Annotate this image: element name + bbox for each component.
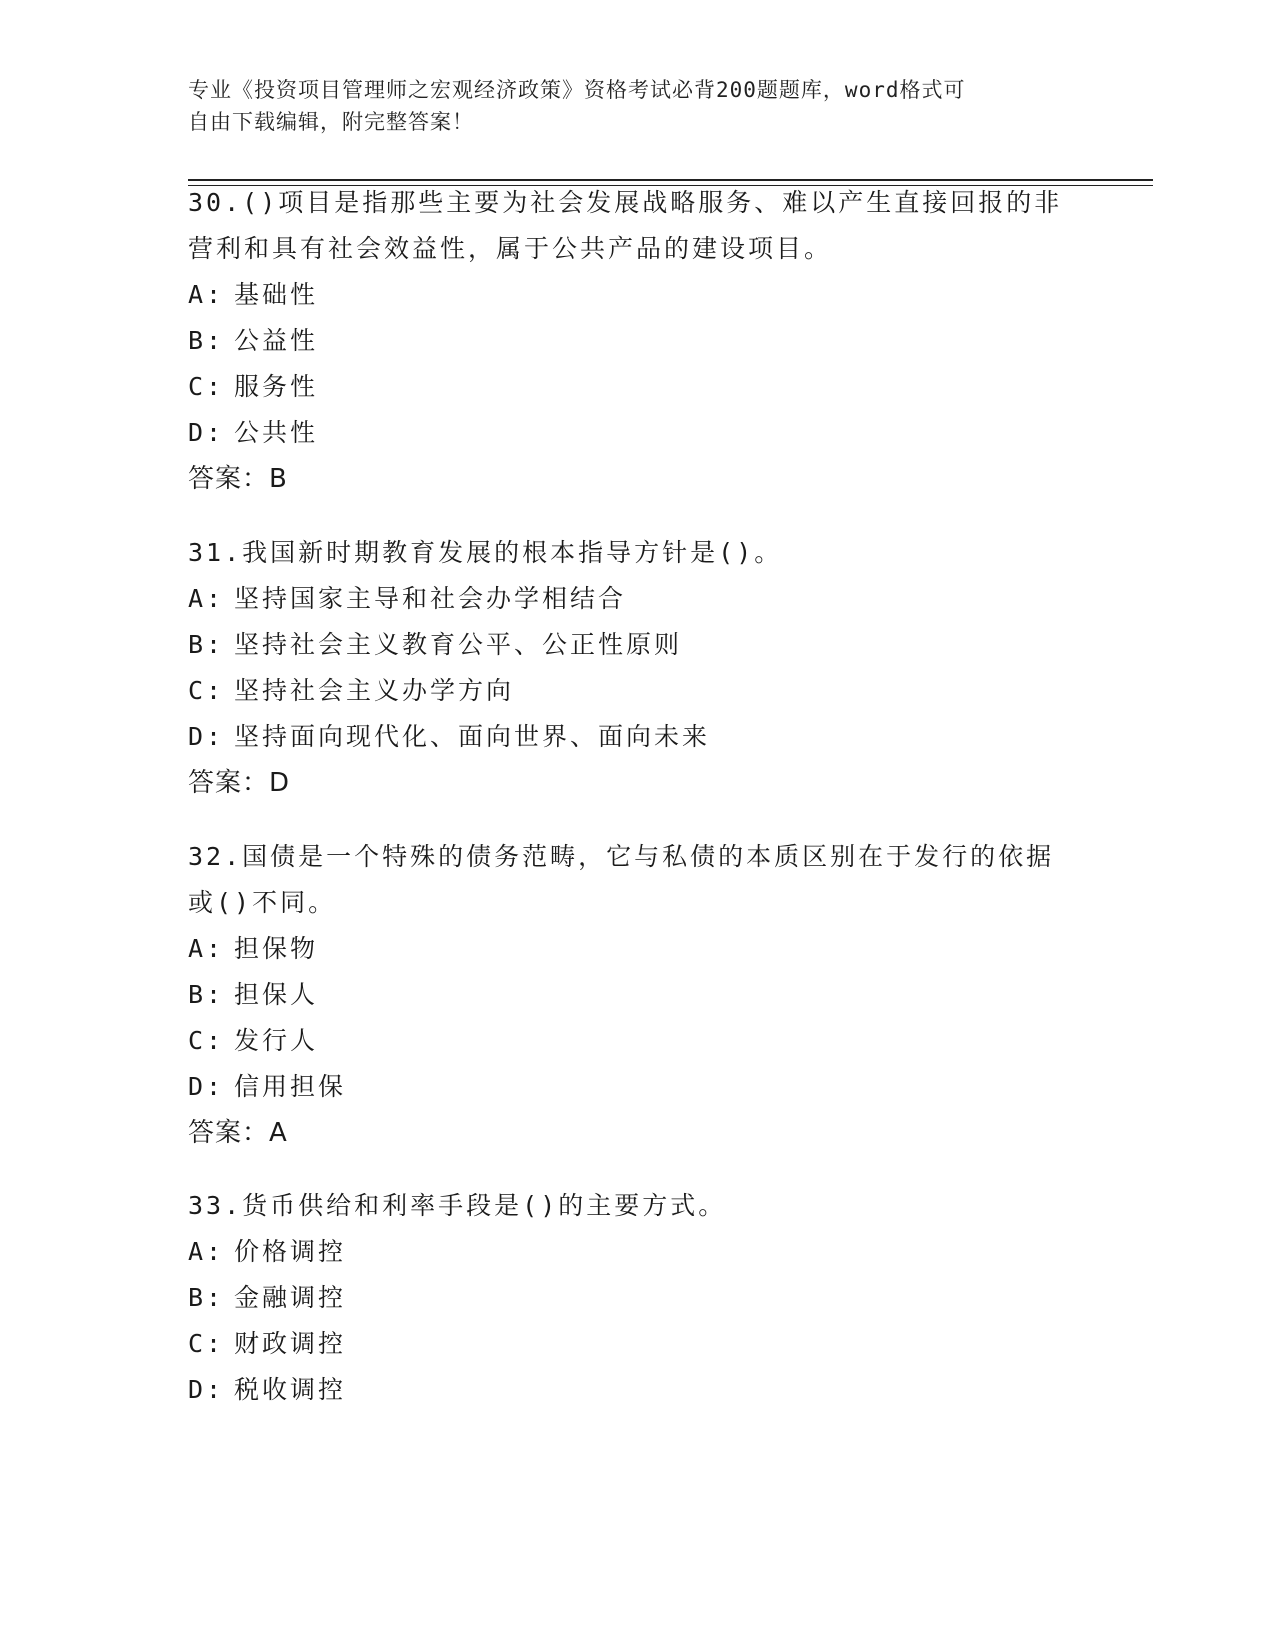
option-letter: D: bbox=[188, 418, 225, 447]
option-b bbox=[188, 622, 1088, 668]
option-letter: B: bbox=[188, 326, 225, 355]
option-letter: D: bbox=[188, 1072, 225, 1101]
option-text: 价格调控 bbox=[234, 1237, 347, 1266]
option-text: 税收调控 bbox=[234, 1375, 347, 1404]
option-letter: B: bbox=[188, 630, 225, 659]
question-33 bbox=[188, 1183, 1088, 1413]
option-c bbox=[188, 1321, 1088, 1367]
option-text: 担保物 bbox=[234, 934, 319, 963]
question-text-continued: 或()不同。 bbox=[188, 888, 337, 917]
option-letter: C: bbox=[188, 1329, 225, 1358]
option-text: 坚持社会主义办学方向 bbox=[234, 676, 515, 705]
question-text: 30.()项目是指那些主要为社会发展战略服务、难以产生直接回报的非 bbox=[188, 188, 1063, 217]
option-text: 服务性 bbox=[234, 372, 319, 401]
header-line-2: 自由下载编辑，附完整答案！ bbox=[188, 110, 474, 134]
header-line-1: 专业《投资项目管理师之宏观经济政策》资格考试必背200题题库，word格式可 bbox=[188, 78, 966, 102]
option-letter: C: bbox=[188, 1026, 225, 1055]
option-c bbox=[188, 1018, 1088, 1064]
option-letter: B: bbox=[188, 1283, 225, 1312]
option-text: 财政调控 bbox=[234, 1329, 347, 1358]
option-letter: D: bbox=[188, 722, 225, 751]
option-d bbox=[188, 410, 1088, 456]
document-header bbox=[188, 74, 1068, 138]
option-c bbox=[188, 364, 1088, 410]
option-b bbox=[188, 1275, 1088, 1321]
option-d bbox=[188, 1064, 1088, 1110]
option-letter: D: bbox=[188, 1375, 225, 1404]
option-text: 金融调控 bbox=[234, 1283, 347, 1312]
option-letter: A: bbox=[188, 584, 225, 613]
question-text-continued: 营利和具有社会效益性，属于公共产品的建设项目。 bbox=[188, 234, 833, 263]
option-text: 基础性 bbox=[234, 280, 319, 309]
option-c bbox=[188, 668, 1088, 714]
option-letter: C: bbox=[188, 676, 225, 705]
option-d bbox=[188, 1367, 1088, 1413]
option-text: 坚持面向现代化、面向世界、面向未来 bbox=[234, 722, 711, 751]
option-d bbox=[188, 714, 1088, 760]
question-30 bbox=[188, 180, 1088, 502]
option-text: 坚持国家主导和社会办学相结合 bbox=[234, 584, 627, 613]
option-letter: C: bbox=[188, 372, 225, 401]
option-b bbox=[188, 972, 1088, 1018]
option-letter: A: bbox=[188, 280, 225, 309]
option-a bbox=[188, 272, 1088, 318]
question-text: 31.我国新时期教育发展的根本指导方针是()。 bbox=[188, 538, 783, 567]
answer-line: 答案：A bbox=[188, 1118, 288, 1148]
option-text: 发行人 bbox=[234, 1026, 319, 1055]
question-31 bbox=[188, 530, 1088, 806]
option-text: 坚持社会主义教育公平、公正性原则 bbox=[234, 630, 683, 659]
option-text: 担保人 bbox=[234, 980, 319, 1009]
option-a bbox=[188, 926, 1088, 972]
option-a bbox=[188, 576, 1088, 622]
option-letter: A: bbox=[188, 934, 225, 963]
option-b bbox=[188, 318, 1088, 364]
option-a bbox=[188, 1229, 1088, 1275]
option-text: 公共性 bbox=[234, 418, 319, 447]
question-text: 32.国债是一个特殊的债务范畴，它与私债的本质区别在于发行的依据 bbox=[188, 842, 1055, 871]
answer-line: 答案：B bbox=[188, 464, 288, 494]
question-32 bbox=[188, 834, 1088, 1156]
option-text: 信用担保 bbox=[234, 1072, 347, 1101]
question-text: 33.货币供给和利率手段是()的主要方式。 bbox=[188, 1191, 727, 1220]
option-letter: B: bbox=[188, 980, 225, 1009]
option-text: 公益性 bbox=[234, 326, 319, 355]
answer-line: 答案：D bbox=[188, 768, 291, 798]
option-letter: A: bbox=[188, 1237, 225, 1266]
